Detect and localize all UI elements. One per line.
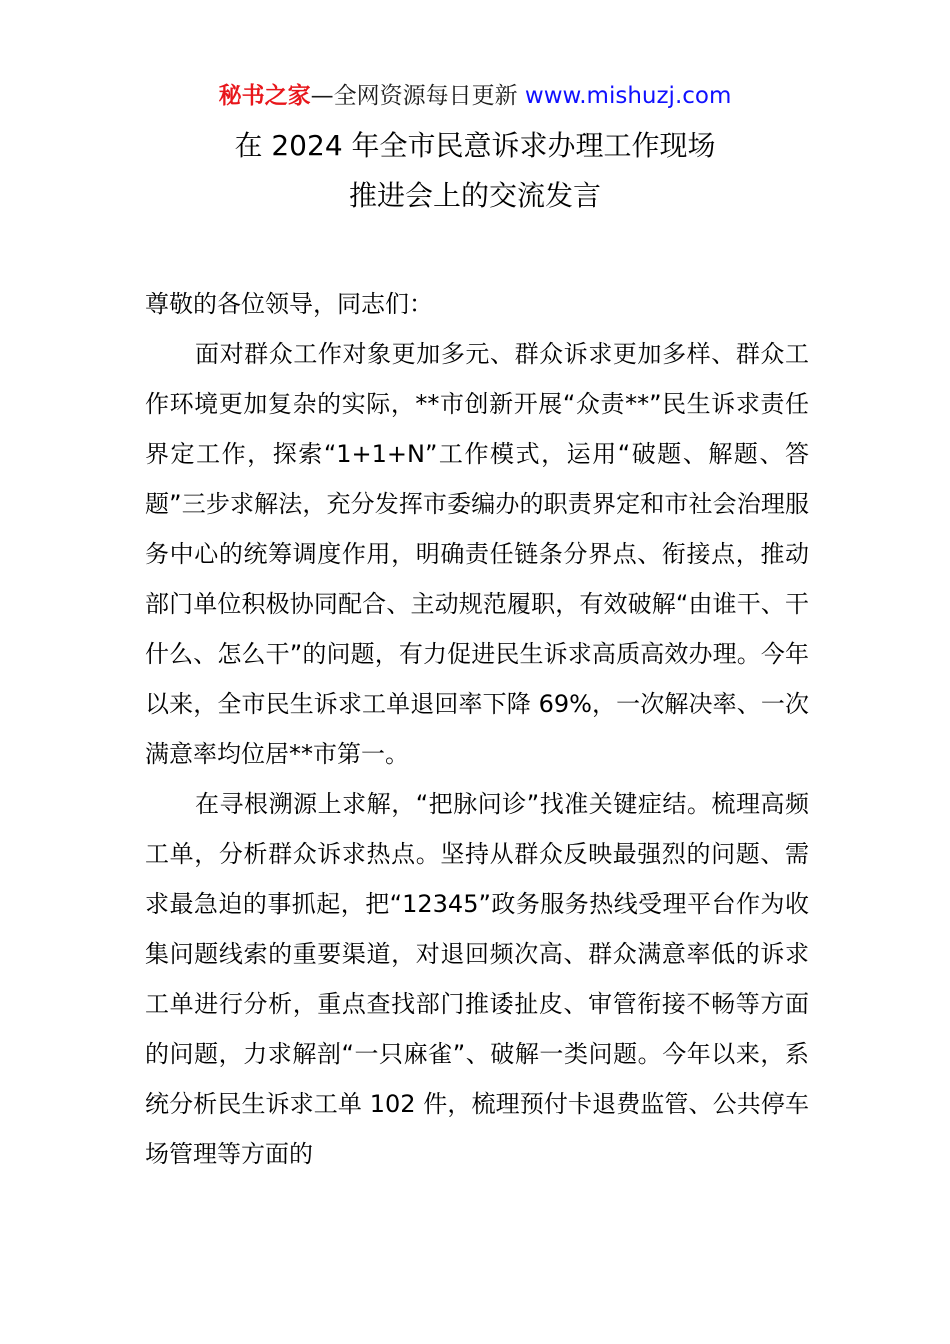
- site-header: [0, 80, 950, 112]
- brand-name: 秘书之家: [218, 83, 311, 109]
- site-tagline: —全网资源每日更新: [310, 83, 525, 109]
- site-url-link[interactable]: www.mishuzj.com: [524, 83, 732, 109]
- document-title-line-1: 在 2024 年全市民意诉求办理工作现场: [234, 129, 716, 162]
- document-body: [145, 279, 809, 1179]
- salutation: 尊敬的各位领导，同志们：: [145, 290, 433, 318]
- document-title-line-2: 推进会上的交流发言: [348, 179, 601, 212]
- paragraph: 面对群众工作对象更加多元、群众诉求更加多样、群众工作环境更加复杂的实际，**市创新开展“众责**”民生诉求责任界定工作，探索“1+1+N”工作模式，运用“破题、解题、答题”三步求解法，充分发挥市委编办的职责界定和市社会治理服务中心的统筹调度作用，明确责任链条分界点、衔接点，推动部门单位积极协同配合、主动规范履职，有效破解“由谁干、干什么、怎么干”的问题，有力促进民生诉求高质高效办理。今年以来，全市民生诉求工单退回率下降 69%，一次解决率、一次满意率均位居**市第一。: [145, 340, 809, 768]
- paragraph: 在寻根溯源上求解，“把脉问诊”找准关键症结。梳理高频工单，分析群众诉求热点。坚持从群众反映最强烈的问题、需求最急迫的事抓起，把“12345”政务服务热线受理平台作为收集问题线索的重要渠道，对退回频次高、群众满意率低的诉求工单进行分析，重点查找部门推诿扯皮、审管衔接不畅等方面的问题，力求解剖“一只麻雀”、破解一类问题。今年以来，系统分析民生诉求工单 102 件，梳理预付卡退费监管、公共停车场管理等方面的: [145, 790, 809, 1168]
